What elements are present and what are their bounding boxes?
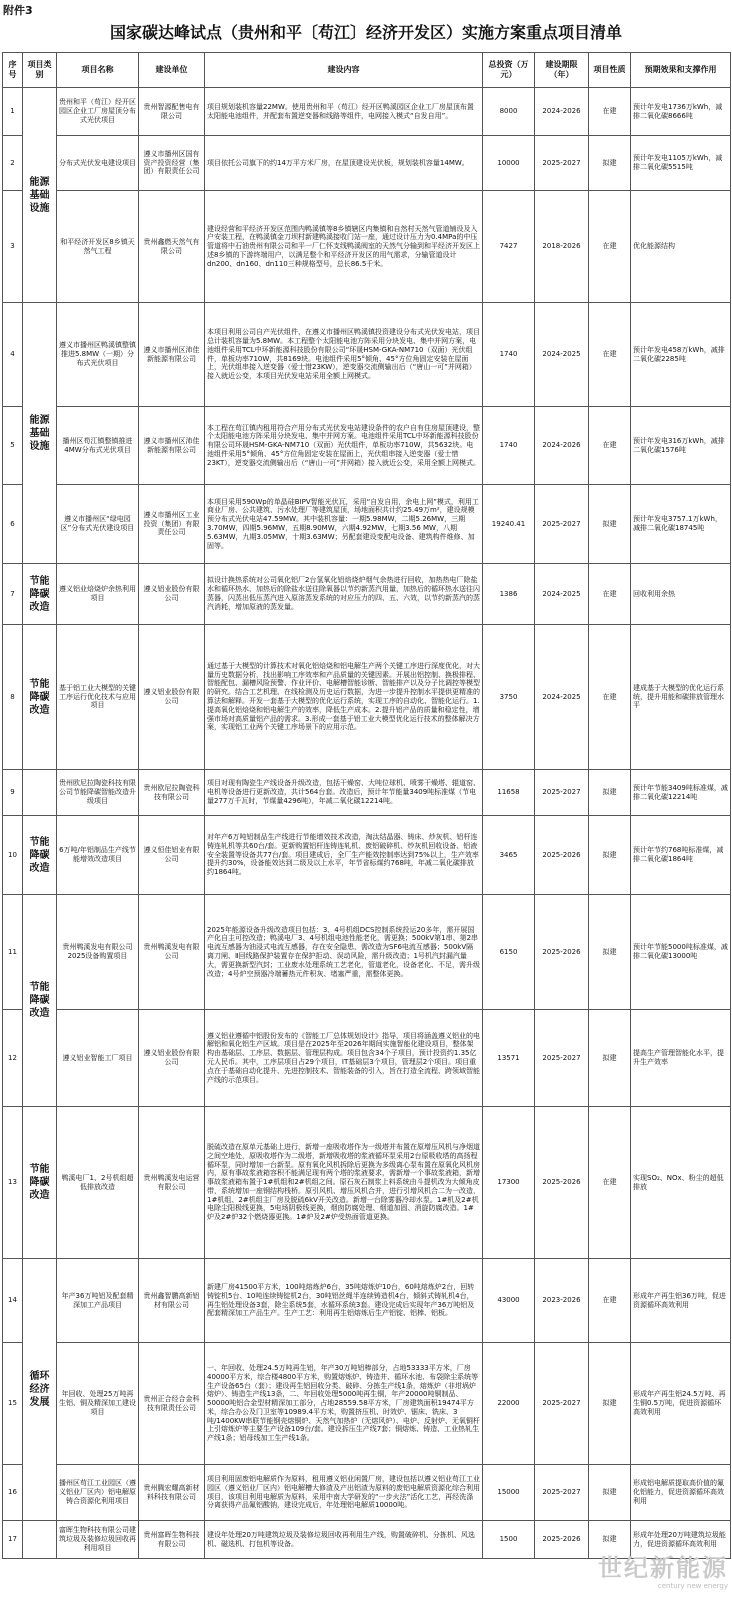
header-nature: 项目性质 [589, 53, 631, 88]
cell-seq: 6 [3, 485, 23, 564]
cell-content: 建设年处理20万吨建筑垃圾及装修垃圾回收再利用生产线，购置破碎机、分拣机、风选机、磁选机、打包机等设备。 [205, 1521, 483, 1559]
cell-nature: 在建 [589, 625, 631, 770]
cell-seq: 8 [3, 625, 23, 770]
cell-investment: 3750 [483, 625, 535, 770]
cell-nature: 在建 [589, 303, 631, 407]
cell-period: 2024-2025 [535, 303, 589, 407]
cell-nature: 拟建 [589, 1465, 631, 1521]
cell-period: 2023-2026 [535, 1259, 589, 1343]
cell-content: 本项目利用公司自产光伏组件，在遵义市播州区鸭溪镇投资建设分布式光伏发电站，项目总计装机容量为5.8MW。本工程整个太阳能电池方阵采用分块发电、集中并网方案，电池组件采用TCL中环新能源科技股份有限公司“环晟HSM-GKA-NM710（双面）光伏组件，单板功率710W，共8169块。电池组件采用5°倾角、45°方位角固定安装在屋面上，光伏组串接入逆变器（爱士惜23KW），逆变器交流侧输出后（“唐山一可”并网箱）接入就近公变，本项目光伏发电站采用全额上网模式。 [205, 303, 483, 407]
cell-content: 项目对现有陶瓷生产线设备升级改造，包括干燥窑、大吨位球机、喷雾干燥塔、辊道窑、电机等设备进行更新改造，共计564台套。改造后，预计年节能量3409吨标准煤（节电量277万千瓦时，节煤量4296吨），年减二氧化碳12214吨。 [205, 770, 483, 816]
cell-unit: 贵州智源配售电有限公司 [139, 88, 205, 136]
cell-content: 项目依托公司旗下的约14万平方米厂房，在屋顶建设光伏板，规划装机容量14MW。 [205, 136, 483, 191]
cell-name: 贵州鸭溪发电有限公司2025设备购置项目 [57, 895, 139, 1010]
cell-effect: 预计年发电3757.1万kWh，减排二氧化碳18745吨 [631, 485, 731, 564]
cell-unit: 贵州鸭溪发电有限公司 [139, 895, 205, 1010]
watermark-text: 世纪新能源 [598, 1553, 728, 1582]
header-seq: 序号 [3, 53, 23, 88]
cell-effect: 预计年节约768吨标准煤，减排二氧化碳1864吨 [631, 816, 731, 895]
cell-unit: 遵义铝业股份有限公司 [139, 564, 205, 625]
cell-unit: 遵义市播州区沛佳新能源有限公司 [139, 407, 205, 485]
cell-unit: 贵州鑫智鹏高新铝材有限公司 [139, 1259, 205, 1343]
table-row [3, 136, 731, 191]
cell-effect: 回收利用余热 [631, 564, 731, 625]
cell-seq: 5 [3, 407, 23, 485]
cell-period: 2018-2026 [535, 191, 589, 303]
table-row [3, 1465, 731, 1521]
cell-period: 2024-2026 [535, 407, 589, 485]
cell-investment: 1386 [483, 564, 535, 625]
cell-category: 节能降碳改造 [23, 564, 57, 625]
cell-unit: 贵州鸭溪发电运营有限公司 [139, 1107, 205, 1259]
cell-period: 2025-2026 [535, 1107, 589, 1259]
cell-period: 2025-2027 [535, 770, 589, 816]
cell-nature: 拟建 [589, 1010, 631, 1107]
table-row [3, 895, 731, 1010]
cell-unit: 贵州正合经合金科技有限责任公司 [139, 1343, 205, 1465]
table-row [3, 1259, 731, 1343]
cell-investment: 10000 [483, 136, 535, 191]
table-header-row [3, 53, 731, 88]
cell-investment: 1740 [483, 407, 535, 485]
cell-period: 2024-2025 [535, 625, 589, 770]
cell-nature: 在建 [589, 1259, 631, 1343]
cell-period: 2025-2027 [535, 1465, 589, 1521]
table-row [3, 816, 731, 895]
cell-name: 播州区苟江工业园区（遵义铝业厂区内）铝电解原铸合资源化利用项目 [57, 1465, 139, 1521]
cell-category: 循环经济发展 [23, 1259, 57, 1521]
table-row [3, 1343, 731, 1465]
header-content: 建设内容 [205, 53, 483, 88]
cell-investment: 7427 [483, 191, 535, 303]
cell-investment: 13571 [483, 1010, 535, 1107]
cell-investment: 8000 [483, 88, 535, 136]
cell-content: 本项目采用590Wp的单晶硅BIPV智能光伏瓦，采用“自发自用，余电上网”模式，利用工商业厂房、公共建筑、污水处理厂等建筑屋顶，场地面积共计约25.49万m²，建设规模预分布式光伏电站47.59MW。其中装机容量：一期5.98MW，二期5.26MW，三期3.70MW，四期5.96MW，五期8.90MW，六期4.92MW，七期3.56 MW，八期5.63MW，九期3.05MW，十期3.63MW；另配套建设变配电设备、建筑构件维修、加固等。 [205, 485, 483, 564]
table-row [3, 564, 731, 625]
cell-name: 年回收、处理25万吨再生铝、铜及精深加工建设项目 [57, 1343, 139, 1465]
cell-seq: 9 [3, 770, 23, 816]
cell-seq: 2 [3, 136, 23, 191]
cell-content: 建设经营和平经济开发区范围内鸭溪镇等8乡镇辖区内集镇和自然村天然气管道铺设及入户安装工程，在鸭溪镇金刀坝村新建鸭溪接收门站一座，通过设计压力为0.4MPa的中压管道将中石油贵州有限公司和平一厂仁怀支线鸭溪阀室的天然气分输到和平经济开发区上述8乡镇的下游终端用户，以满足整个和平经济开发区的用气需求，分输管道设计dn200、dn160、dn110三种规格型号，总长86.5千米。 [205, 191, 483, 303]
cell-name: 播州区苟江镇整镇推进4MW分布式光伏项目 [57, 407, 139, 485]
cell-nature: 在建 [589, 1107, 631, 1259]
cell-seq: 13 [3, 1107, 23, 1259]
cell-category [23, 1521, 57, 1559]
cell-seq: 1 [3, 88, 23, 136]
cell-effect: 优化能源结构 [631, 191, 731, 303]
cell-unit: 遵义市播州区国有资产投资经营（集团）有限责任公司 [139, 136, 205, 191]
watermark-subtext: century new energy [657, 1582, 728, 1590]
cell-content: 通过基于大模型的计算技术对氧化铝焙烧和铝电解生产两个关键工序进行深度优化，对大量历史数据分析，找出影响工序效率和产品质量的关键因素。开展出铝控制、换极排程、智能配包、漏槽风险预警、作业评价、电解槽智能诊断、智能排产以及分子比调控等模型的研究。结合工艺机理、在线检测及历史运行数据，为进一步提升控制水平提供更精准的算法和解释。开发一套基于大模型的优化运行系统，实现工序的自动化、智能化运行。1.提高氧化铝焙烧和铝电解生产的效率，降低生产成本。2.提升铝产品的质量和稳定性，增强市场对高质量铝产品的需求。3.形成一套基于铝工业大模型优化运行技术的整体解决方案，实现铝工业两个关键工序场景下的应用示范。 [205, 625, 483, 770]
cell-name: 遵义市播州区“绿电园区”分布式光伏建设项目 [57, 485, 139, 564]
cell-category: 节能降碳改造 [23, 1107, 57, 1259]
table-row [3, 1010, 731, 1107]
cell-content: 项目利用固废铝电解质作为原料，租用遵义铝业闲置厂房，建设包括以遵义铝业苟江工业园区（遵义铝业厂区内）铝电解槽大修渣及产出铝渣为原料的废铝电解质资源化综合利用项目，该项目利用电解质为原料，采用中南大学研发的“一步火法”活化工艺，再经洗涤分离获得产品氟铝酸钠，建设完成后，年处理铝电解质10000吨。 [205, 1465, 483, 1521]
cell-investment: 43000 [483, 1259, 535, 1343]
cell-name: 基于铝工业大模型的关键工序运行优化技术与应用项目 [57, 625, 139, 770]
cell-unit: 遵义铝业股份有限公司 [139, 1010, 205, 1107]
table-row [3, 625, 731, 770]
cell-nature: 拟建 [589, 485, 631, 564]
cell-effect: 预计年节能3409吨标准煤，减排二氧化碳12214吨 [631, 770, 731, 816]
cell-content: 遵义铝业遵循中铝股份发布的《智能工厂总体规划设计》指导，项目将涵盖遵义铝业的电解铝和氧化铝生产区域。项目是在2025年至2026年期间实施智能化建设项目，整体架构由基础层、工序层、数据层、管理层构成。项目包含34个子项目，预计投资约1.35亿元人民币。其中，工序层项目占29个项目，IT基础层3个项目，管理层2个项目。项目重点在于基础自动化提升、先进控制技术、智能装备的引入，旨在打造全流程、跨领域智能产线的示范项目。 [205, 1010, 483, 1107]
cell-category: 能源基础设施 [23, 303, 57, 564]
cell-investment: 11658 [483, 770, 535, 816]
cell-nature: 在建 [589, 407, 631, 485]
cell-effect: 提高生产管理智能化水平，提升生产效率 [631, 1010, 731, 1107]
table-row [3, 407, 731, 485]
cell-investment: 22000 [483, 1343, 535, 1465]
cell-nature: 拟建 [589, 770, 631, 816]
table-row [3, 1521, 731, 1559]
cell-name: 遵义铝业智能工厂项目 [57, 1010, 139, 1107]
cell-name: 遵义市播州区鸭溪镇整镇推进5.8MW（一期）分布式光伏项目 [57, 303, 139, 407]
header-category: 项目类别 [23, 53, 57, 88]
cell-nature: 在建 [589, 88, 631, 136]
cell-seq: 3 [3, 191, 23, 303]
cell-seq: 17 [3, 1521, 23, 1559]
cell-investment: 19240.41 [483, 485, 535, 564]
cell-nature: 拟建 [589, 895, 631, 1010]
table-row [3, 485, 731, 564]
cell-category: 节能降碳改造 [23, 625, 57, 770]
cell-name: 分布式光伏发电建设项目 [57, 136, 139, 191]
cell-name: 富晖生物科技有限公司建筑垃圾及装修垃圾回收再利用项目 [57, 1521, 139, 1559]
cell-name: 鸭溪电厂1、2号机组超低排放改造 [57, 1107, 139, 1259]
cell-name: 和平经济开发区8乡镇天然气工程 [57, 191, 139, 303]
cell-category [23, 770, 57, 816]
cell-content: 一、年回收、处理24.5万吨再生铝，年产30万吨铝棒部分，占地53333平方米，厂房40000平方米，综合楼4800平方米，购置熔炼炉、铸造井、循环水池、布袋除尘系统等生产设备65台（套）；建设再生铝回收分类、破碎、分拣生产线1条，熔炼炉（非坩埚炉熔炉）、铸造生产线13条，二、年回收处理5000吨再生铜，年产20000吨铜制品、50000吨铝合金型材精深加工部分，占地28559.58平方米，厂房建筑面积19474平方米，综合办公及门卫室等10989.4平方米，购置挤压机、时效炉、锯床、铣床、3吨/1400KW串联节能钢壳熔铜炉、天然气加热炉（无熔风炉）、电炉、反射炉、无氧铜杆上引熔炼炉等主要生产设备109台/套。建设拆压生产线7套；铜熔炼、铸造、工业热轧生产线1条；铝母线加工生产线1条。 [205, 1343, 483, 1465]
page-title: 国家碳达峰试点（贵州和平〔苟江〕经济开发区）实施方案重点项目清单 [109, 23, 622, 42]
cell-name: 年产36万吨铝及配套精深加工产品项目 [57, 1259, 139, 1343]
cell-investment: 1500 [483, 1521, 535, 1559]
attachment-label: 附件3 [3, 4, 33, 17]
cell-effect: 建成基于大模型的优化运行系统，提升用能和碳排放管理水平 [631, 625, 731, 770]
cell-unit: 遵义恒佳铝业有限公司 [139, 816, 205, 895]
cell-content: 拟设计换热系统对公司氧化铝厂2台氢氧化铝焙烧炉烟气余热进行回收，加热热电厂除盐水和循环热水，加热后的除盐水送往除氧器以节约新蒸汽用量，加热后的循环热水送往闪蒸器，闪蒸出低压蒸汽进入原溶蒸发系统的对应压力的四、五、六效，以节约新蒸汽的蒸汽消耗，增加原液的蒸发量。 [205, 564, 483, 625]
cell-period: 2024-2025 [535, 564, 589, 625]
cell-unit: 贵州欧尼拉陶瓷科技有限公司 [139, 770, 205, 816]
cell-period: 2025-2027 [535, 1343, 589, 1465]
cell-unit: 贵州腾宏耀高新材料科技有限公司 [139, 1465, 205, 1521]
cell-nature: 拟建 [589, 136, 631, 191]
cell-seq: 12 [3, 1010, 23, 1107]
cell-effect: 形成年产再生铝36万吨，促进资源循环高效利用 [631, 1259, 731, 1343]
cell-seq: 4 [3, 303, 23, 407]
cell-content: 本工程在苟江镇内租用符合产用分布式光伏发电站建设条件的农户自有住房屋顶建设，整个太阳能电池方阵采用分块发电、集中并网方案。电池组件采用TCL中环新能源科技股份有限公司环晟HSM-GKA-NM710（双面）光伏组件，单板功率710W，共5632块。电池组件采用5°倾角、45°方位角固定安装在屋面上，光伏组串接入逆变器（爱士惜23KT），逆变器交流侧输出后（“唐山一可”并网箱）接入就近公变，采用全额上网模式。 [205, 407, 483, 485]
cell-seq: 14 [3, 1259, 23, 1343]
cell-category: 节能降碳改造 [23, 816, 57, 895]
cell-investment: 15000 [483, 1465, 535, 1521]
project-table [2, 52, 731, 1559]
table-row [3, 191, 731, 303]
header-investment: 总投资（万元） [483, 53, 535, 88]
cell-effect: 预计年发电316万kWh，减排二氧化碳1576吨 [631, 407, 731, 485]
cell-name: 遵义铝业焙烧炉余热利用项目 [57, 564, 139, 625]
cell-content: 脱硫改造在原单元基础上进行，新增一座吸收塔作为一级塔并布置在原增压风机与净烟道之间空地处，原吸收塔作为二级塔，新增吸收塔的浆液循环泵采用2台原吸收塔的高扬程循环泵，同时增加一台新泵。原有氧化风机拆除后更换为多级离心泵布置在原氧化风机房内，原有事故浆液箱容积不能满足现有两个塔的浆液要求，需新增一个事故浆液箱，新增事故浆液箱布置于1#机组和2#机组之间。原石灰石制浆上料系统由斗提机改为大倾角皮带，系统增加一座钢结构栈桥。原引风机、增压风机合并，进行引增风机合二为一改造，1#机组、2#机组主厂房及脱硫6kV开关改造。新增一台除雾器冷却水泵。1#机及2#机电除尘阳极线更换，5电场阴极线更换，烟囱防腐处理、烟道加固、消旋防腐改造。1#炉及2#炉32个燃烧器更换。1#炉及2#炉受热面管道更换。 [205, 1107, 483, 1259]
cell-seq: 10 [3, 816, 23, 895]
cell-category: 能源基础设施 [23, 88, 57, 303]
cell-seq: 11 [3, 895, 23, 1010]
cell-content: 对年产6万吨铝制品生产线进行节能增效技术改造，淘汰结晶器、铸床、炒灰机、铝杆连铸连轧机等共60台/套。更新购置铝杆连铸连轧机、废铝破碎机、炒灰机回收设备、铝液安全装置等设备共77台/套。项目建成后，全厂生产能效控制率达到75%以上，生产效率提升约30%，设备能效达到二级及以上水平，年节省标煤约768吨，年减二氧化碳排放约1864吨。 [205, 816, 483, 895]
watermark [568, 1554, 728, 1594]
cell-unit: 遵义铝业股份有限公司 [139, 625, 205, 770]
header-unit: 建设单位 [139, 53, 205, 88]
cell-nature: 拟建 [589, 1343, 631, 1465]
cell-name: 贵州欧尼拉陶瓷科技有限公司节能降碳智能改造升级项目 [57, 770, 139, 816]
table-row [3, 1107, 731, 1259]
table-row [3, 303, 731, 407]
cell-effect: 形成年处理20万吨建筑垃圾能力，促进资源循环高效利用 [631, 1521, 731, 1559]
cell-investment: 3465 [483, 816, 535, 895]
header-effect: 预期效果和支撑作用 [631, 53, 731, 88]
cell-name: 贵州和平（苟江）经开区园区企业工厂房屋顶分布式光伏项目 [57, 88, 139, 136]
table-body [3, 88, 731, 1559]
cell-investment: 1740 [483, 303, 535, 407]
cell-investment: 17300 [483, 1107, 535, 1259]
cell-unit: 遵义市播州区沛佳新能源有限公司 [139, 303, 205, 407]
cell-effect: 预计年发电458万kWh，减排二氧化碳2285吨 [631, 303, 731, 407]
cell-effect: 形成年产再生铝24.5万吨、再生铜0.5万吨，促进资源循环高效利用 [631, 1343, 731, 1465]
cell-effect: 预计年节能5000吨标准煤，减排二氧化碳13000吨 [631, 895, 731, 1010]
cell-content: 项目规划装机容量22MW。使用贵州和平（苟江）经开区鸭溪园区企业工厂房屋顶布置太阳能电池组件，并配套布置逆变器和线路等组件，电网接入模式“自发自用”。 [205, 88, 483, 136]
cell-effect: 实现SO₂、NOx、粉尘的超低排放 [631, 1107, 731, 1259]
cell-content: 新建厂房41500平方米，100吨熔炼炉6台，35吨熔炼炉10台，60吨熔炼炉2台，回转铸锭机5台、10吨连续铸锭机2台，30吨铝丝绳半连续铸造机4台，倾斜式铸轧机4台，再生铝处理设备3套，除尘系统5套，水循环系统3套。建设完成后实现年产36万吨铝及配套精深加工产品生产。生产工艺：利用再生铝熔炼后生产铝锭、铝棒、铝板。 [205, 1259, 483, 1343]
cell-period: 2025-2027 [535, 136, 589, 191]
cell-nature: 在建 [589, 564, 631, 625]
cell-nature: 拟建 [589, 1521, 631, 1559]
cell-period: 2025-2026 [535, 1521, 589, 1559]
cell-category: 节能降碳改造 [23, 895, 57, 1107]
table-row [3, 770, 731, 816]
table-row [3, 88, 731, 136]
cell-period: 2025-2027 [535, 485, 589, 564]
cell-nature: 在建 [589, 191, 631, 303]
cell-effect: 预计年发电1105万kWh，减排二氧化碳5515吨 [631, 136, 731, 191]
cell-nature: 拟建 [589, 816, 631, 895]
header-period: 建设期限（年） [535, 53, 589, 88]
cell-effect: 预计年发电1736万kWh，减排二氧化碳8666吨 [631, 88, 731, 136]
cell-unit: 贵州富晖生物科技有限公司 [139, 1521, 205, 1559]
cell-effect: 形成铝电解质提取高价值的氟化铝能力，促进资源循环高效利用 [631, 1465, 731, 1521]
cell-period: 2025-2026 [535, 895, 589, 1010]
cell-name: 6万吨/年铝制品生产线节能增效改造项目 [57, 816, 139, 895]
cell-seq: 16 [3, 1465, 23, 1521]
header-name: 项目名称 [57, 53, 139, 88]
cell-period: 2025-2027 [535, 1010, 589, 1107]
cell-seq: 7 [3, 564, 23, 625]
cell-investment: 6150 [483, 895, 535, 1010]
cell-content: 2025年能源设备升级改造项目包括：3、4号机组DCS控制系统投运20多年，需开展国产化自主可控改造；鸭溪电厂3、4号机组电池性能老化，需更换；500kV第1串、第2串电流互感器为油浸式电流互感器，存在安全隐患，需改造为SF6电流互感器；500kV隔离刀闸、Ⅱ回线路保护装置存在保护拒动、误动风险，需升级改造；1号机汽封漏汽量大，需更换新型汽封；工业废水处理系统工艺老化，管道老化，设备老化、不足，需升级改造；4号炉空预器冷端蓄热元件积灰、堵塞严重，需整体更换。 [205, 895, 483, 1010]
cell-period: 2025-2026 [535, 816, 589, 895]
cell-unit: 贵州鑫燃天然气有限公司 [139, 191, 205, 303]
cell-period: 2024-2026 [535, 88, 589, 136]
cell-seq: 15 [3, 1343, 23, 1465]
cell-unit: 遵义市播州区工业投资（集团）有限责任公司 [139, 485, 205, 564]
